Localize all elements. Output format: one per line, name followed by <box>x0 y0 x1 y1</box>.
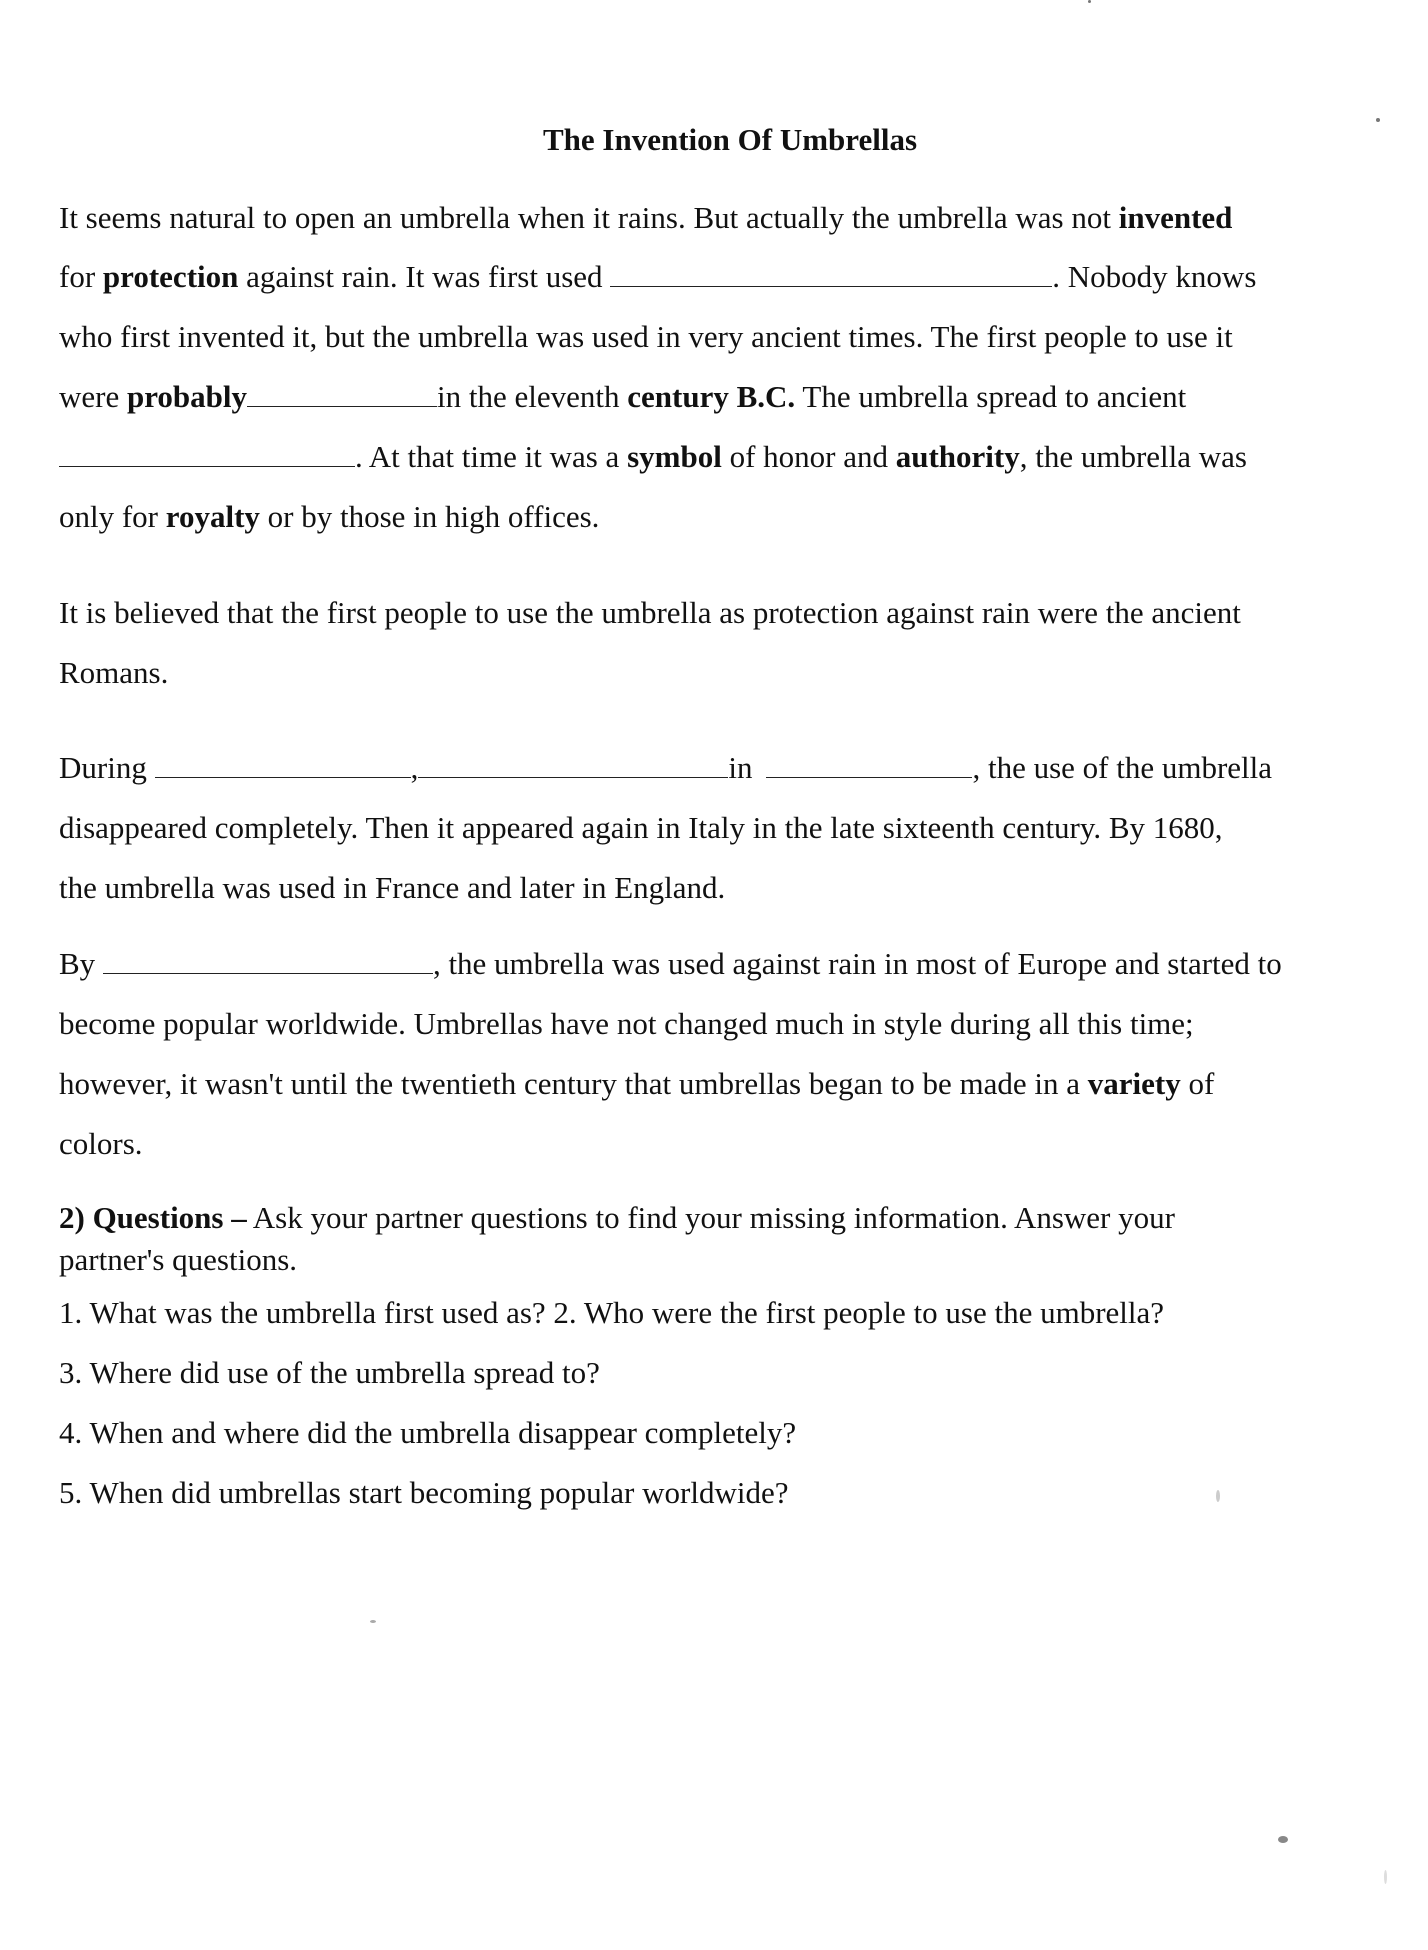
bold-term: symbol <box>627 439 722 474</box>
question-3 <box>59 1353 600 1393</box>
text: , the umbrella was used against rain in most of Europe and started to <box>432 946 1282 981</box>
text: It seems natural to open an umbrella when it rains. But actually the umbrella was not <box>59 200 1119 235</box>
text: , the umbrella was <box>1019 439 1247 474</box>
text: 1. What was the umbrella first used as? 2. Who were the first people to use the umbrella? <box>59 1295 1165 1330</box>
para1-line2 <box>59 257 1256 297</box>
para4-line4 <box>59 1124 143 1164</box>
text: only for <box>59 499 166 534</box>
para4-line1 <box>59 944 1282 984</box>
scan-speck <box>1376 118 1380 122</box>
page-title: The Invention Of Umbrellas <box>542 122 918 157</box>
text: the umbrella was used in France and later in England. <box>59 870 726 905</box>
text: in <box>728 750 753 785</box>
para4-line3 <box>59 1064 1214 1104</box>
text: Romans. <box>59 655 169 690</box>
para4-line2 <box>59 1004 1194 1044</box>
bold-term: invented <box>1118 200 1233 235</box>
text: The umbrella spread to ancient <box>795 379 1187 414</box>
bold-term: century B.C. <box>627 379 796 414</box>
para1-line5 <box>59 437 1247 477</box>
text: disappeared completely. Then it appeared again in Italy in the late sixteenth century. By 1680, <box>59 810 1223 845</box>
text: of <box>1180 1066 1215 1101</box>
questions-intro-line1 <box>59 1198 1175 1238</box>
text: , <box>410 750 419 785</box>
para2-line1 <box>59 593 1241 633</box>
question-4 <box>59 1413 796 1453</box>
text: were <box>59 379 127 414</box>
text: however, it wasn't until the twentieth century that umbrellas began to be made in a <box>59 1066 1088 1101</box>
scan-speck <box>1278 1836 1288 1843</box>
bold-term: royalty <box>165 499 260 534</box>
text: for <box>59 259 103 294</box>
answer-blank-first-people[interactable] <box>247 380 437 407</box>
para2-line2 <box>59 653 168 693</box>
scan-speck <box>1384 1870 1387 1884</box>
bold-term: variety <box>1087 1066 1181 1101</box>
text: against rain. It was first used <box>238 259 611 294</box>
text: During <box>59 750 155 785</box>
text: . At that time it was a <box>355 439 628 474</box>
answer-blank-during-1[interactable] <box>155 751 411 778</box>
questions-intro-line2 <box>59 1240 297 1280</box>
text: become popular worldwide. Umbrellas have not changed much in style during all this time; <box>59 1006 1194 1041</box>
text: By <box>59 946 103 981</box>
answer-blank-by[interactable] <box>103 947 433 974</box>
text: Ask your partner questions to find your missing information. Answer your <box>246 1200 1175 1235</box>
text: colors. <box>59 1126 143 1161</box>
text: who first invented it, but the umbrella was used in very ancient times. The first people to use it <box>59 319 1233 354</box>
text: of honor and <box>721 439 896 474</box>
answer-blank-during-place[interactable] <box>766 751 972 778</box>
text: , the use of the umbrella <box>972 750 1273 785</box>
bold-term: protection <box>102 259 239 294</box>
para3-line1 <box>59 748 1272 788</box>
text: 3. Where did use of the umbrella spread to? <box>59 1355 600 1390</box>
bold-term: probably <box>126 379 248 414</box>
text: . Nobody knows <box>1052 259 1257 294</box>
para3-line2 <box>59 808 1223 848</box>
para3-line3 <box>59 868 725 908</box>
answer-blank-first-used[interactable] <box>610 260 1052 287</box>
answer-blank-spread-to[interactable] <box>59 440 355 467</box>
scan-speck <box>1088 0 1091 3</box>
question-1-2 <box>59 1293 1164 1333</box>
bold-term: authority <box>895 439 1020 474</box>
text: or by those in high offices. <box>259 499 600 534</box>
para1-line4 <box>59 377 1186 417</box>
para1-line6 <box>59 497 599 537</box>
answer-blank-during-2[interactable] <box>418 751 728 778</box>
text: It is believed that the first people to use the umbrella as protection against rain were the ancient <box>59 595 1241 630</box>
text: in the eleventh <box>437 379 628 414</box>
text: partner's questions. <box>59 1242 298 1277</box>
question-5 <box>59 1473 788 1513</box>
text: 5. When did umbrellas start becoming popular worldwide? <box>59 1475 789 1510</box>
scan-speck <box>1216 1490 1220 1502</box>
para1-line1 <box>59 198 1232 238</box>
para1-line3 <box>59 317 1233 357</box>
scan-speck <box>370 1620 376 1623</box>
questions-heading: 2) Questions – <box>59 1200 247 1235</box>
text: 4. When and where did the umbrella disappear completely? <box>59 1415 797 1450</box>
